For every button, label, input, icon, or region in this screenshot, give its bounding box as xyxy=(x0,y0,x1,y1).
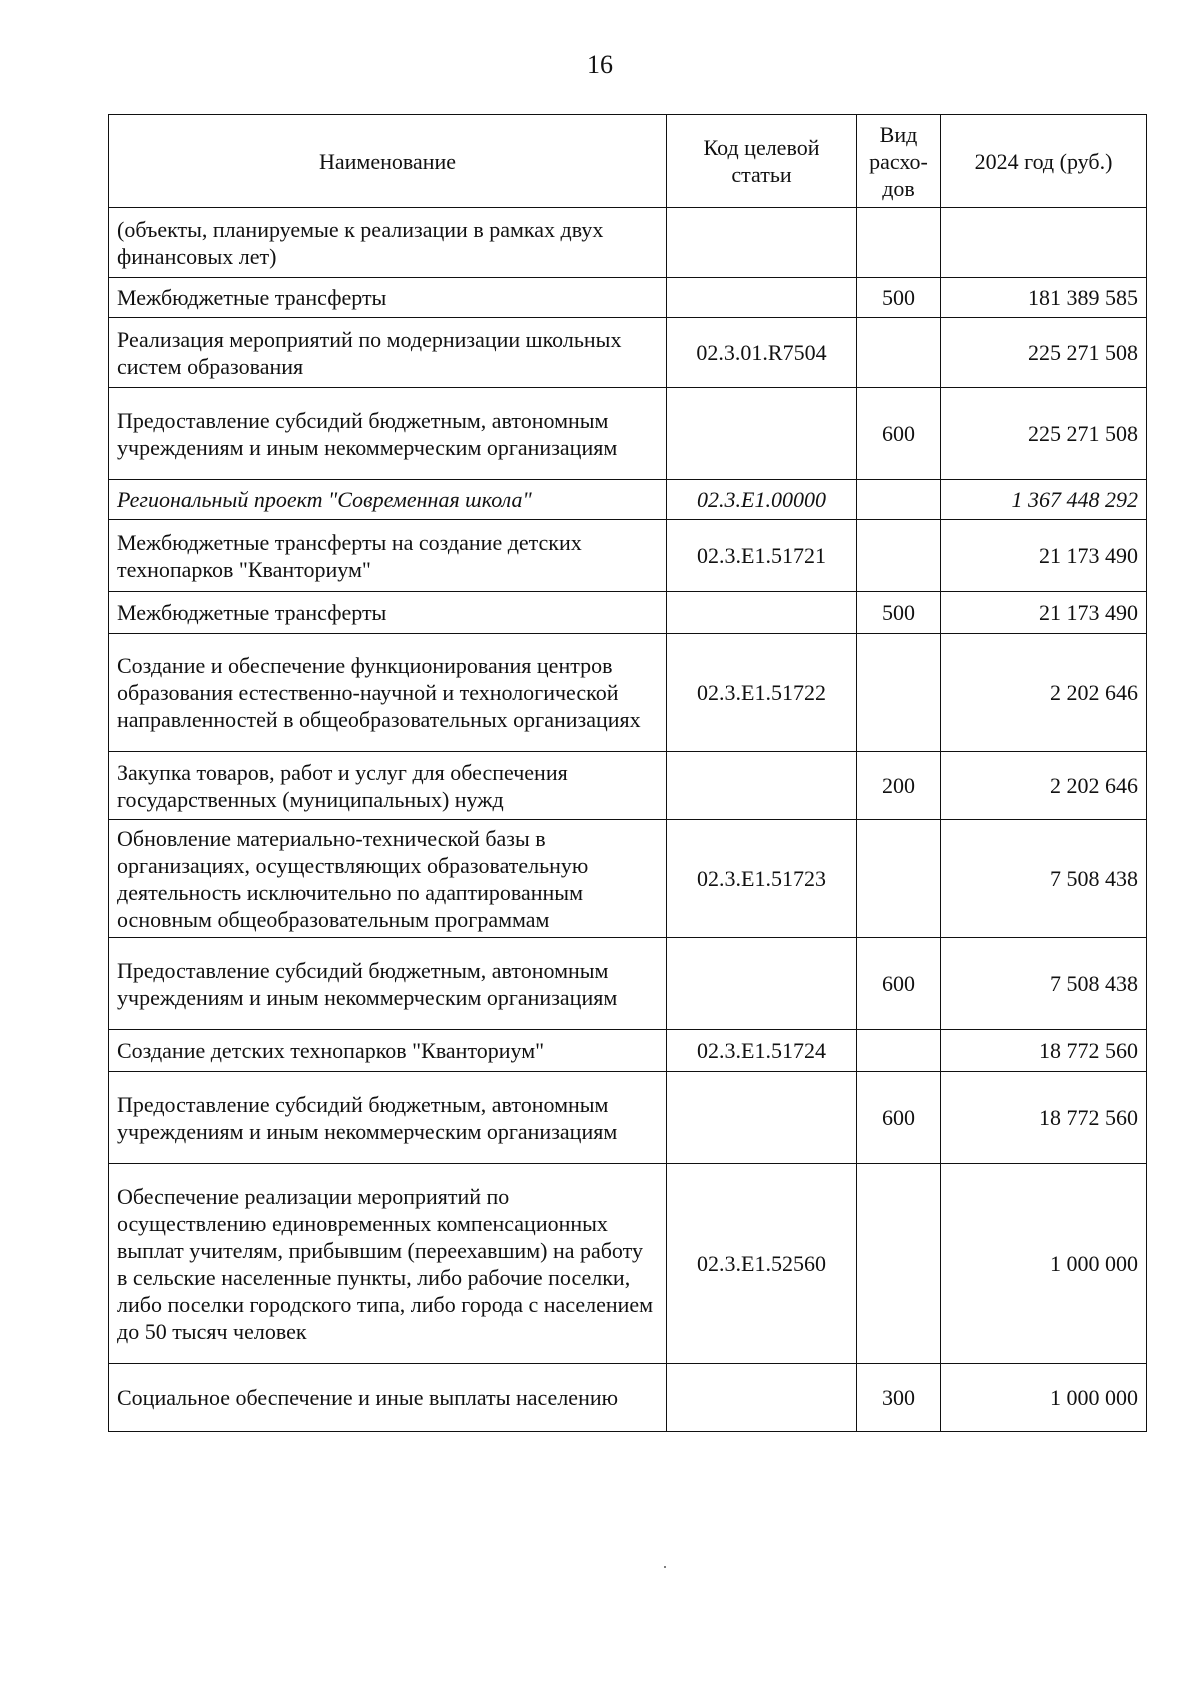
cell-code: 02.3.E1.51724 xyxy=(667,1030,857,1072)
table-row xyxy=(109,634,1147,752)
cell-kind: 300 xyxy=(857,1364,941,1432)
cell-code: 02.3.E1.51721 xyxy=(667,520,857,592)
cell-code xyxy=(667,208,857,278)
table-row xyxy=(109,820,1147,938)
cell-kind: 200 xyxy=(857,752,941,820)
cell-amount: 2 202 646 xyxy=(941,634,1147,752)
cell-name: Создание и обеспечение функционирования центров образования естественно-научной и технологической направленностей в общеобразовательных организациях xyxy=(109,634,667,752)
cell-amount xyxy=(941,208,1147,278)
cell-name: Обеспечение реализации мероприятий по осуществлению единовременных компенсационных выплат учителям, прибывшим (переехавшим) на работу в сельские населенные пункты, либо рабочие поселки, либо поселки городского типа, либо города с населением до 50 тысяч человек xyxy=(109,1164,667,1364)
cell-amount: 18 772 560 xyxy=(941,1030,1147,1072)
cell-kind: 600 xyxy=(857,938,941,1030)
cell-kind: 500 xyxy=(857,278,941,318)
cell-name: Межбюджетные трансферты xyxy=(109,592,667,634)
cell-amount: 225 271 508 xyxy=(941,388,1147,480)
cell-kind xyxy=(857,208,941,278)
cell-name: Реализация мероприятий по модернизации школьных систем образования xyxy=(109,318,667,388)
table-row xyxy=(109,1164,1147,1364)
cell-kind xyxy=(857,1164,941,1364)
cell-name: Создание детских технопарков "Кванториум" xyxy=(109,1030,667,1072)
cell-code xyxy=(667,938,857,1030)
table-header-row xyxy=(109,115,1147,208)
cell-kind xyxy=(857,634,941,752)
cell-amount: 181 389 585 xyxy=(941,278,1147,318)
header-name: Наименование xyxy=(109,115,667,208)
table-row xyxy=(109,1072,1147,1164)
cell-code xyxy=(667,388,857,480)
cell-name: Межбюджетные трансферты xyxy=(109,278,667,318)
table-row xyxy=(109,752,1147,820)
cell-amount: 225 271 508 xyxy=(941,318,1147,388)
table-row xyxy=(109,1364,1147,1432)
cell-amount: 21 173 490 xyxy=(941,592,1147,634)
cell-code: 02.3.E1.52560 xyxy=(667,1164,857,1364)
table-row xyxy=(109,520,1147,592)
cell-amount: 7 508 438 xyxy=(941,820,1147,938)
cell-kind xyxy=(857,480,941,520)
cell-name: Обновление материально-технической базы в организациях, осуществляющих образовательную деятельность исключительно по адаптированным основным общеобразовательным программам xyxy=(109,820,667,938)
cell-name: Предоставление субсидий бюджетным, автономным учреждениям и иным некоммерческим организациям xyxy=(109,938,667,1030)
cell-code xyxy=(667,592,857,634)
cell-amount: 7 508 438 xyxy=(941,938,1147,1030)
cell-kind: 600 xyxy=(857,388,941,480)
header-kind: Вид расхо-дов xyxy=(857,115,941,208)
table-row xyxy=(109,480,1147,520)
table-row xyxy=(109,208,1147,278)
cell-name: Социальное обеспечение и иные выплаты населению xyxy=(109,1364,667,1432)
header-amount: 2024 год (руб.) xyxy=(941,115,1147,208)
budget-table xyxy=(108,114,1147,1432)
cell-name: Предоставление субсидий бюджетным, автономным учреждениям и иным некоммерческим организациям xyxy=(109,388,667,480)
cell-code xyxy=(667,1364,857,1432)
table-row xyxy=(109,592,1147,634)
scan-dot xyxy=(664,1566,666,1568)
cell-code: 02.3.E1.51722 xyxy=(667,634,857,752)
cell-kind xyxy=(857,1030,941,1072)
cell-amount: 21 173 490 xyxy=(941,520,1147,592)
cell-amount: 1 000 000 xyxy=(941,1364,1147,1432)
cell-kind: 500 xyxy=(857,592,941,634)
table-body xyxy=(109,208,1147,1432)
cell-code: 02.3.E1.51723 xyxy=(667,820,857,938)
table-row xyxy=(109,938,1147,1030)
cell-amount: 18 772 560 xyxy=(941,1072,1147,1164)
cell-amount: 1 367 448 292 xyxy=(941,480,1147,520)
cell-name: Закупка товаров, работ и услуг для обеспечения государственных (муниципальных) нужд xyxy=(109,752,667,820)
cell-amount: 2 202 646 xyxy=(941,752,1147,820)
table-row xyxy=(109,1030,1147,1072)
cell-code: 02.3.01.R7504 xyxy=(667,318,857,388)
cell-code xyxy=(667,278,857,318)
cell-kind: 600 xyxy=(857,1072,941,1164)
header-code: Код целевой статьи xyxy=(667,115,857,208)
cell-name: Межбюджетные трансферты на создание детских технопарков "Кванториум" xyxy=(109,520,667,592)
cell-amount: 1 000 000 xyxy=(941,1164,1147,1364)
table-row xyxy=(109,388,1147,480)
table-row xyxy=(109,278,1147,318)
cell-code xyxy=(667,1072,857,1164)
cell-name: Предоставление субсидий бюджетным, автономным учреждениям и иным некоммерческим организациям xyxy=(109,1072,667,1164)
cell-kind xyxy=(857,820,941,938)
cell-kind xyxy=(857,318,941,388)
cell-code: 02.3.E1.00000 xyxy=(667,480,857,520)
table-row xyxy=(109,318,1147,388)
page-number: 16 xyxy=(587,50,613,79)
cell-code xyxy=(667,752,857,820)
cell-name: (объекты, планируемые к реализации в рамках двух финансовых лет) xyxy=(109,208,667,278)
cell-kind xyxy=(857,520,941,592)
cell-name: Региональный проект "Современная школа" xyxy=(109,480,667,520)
